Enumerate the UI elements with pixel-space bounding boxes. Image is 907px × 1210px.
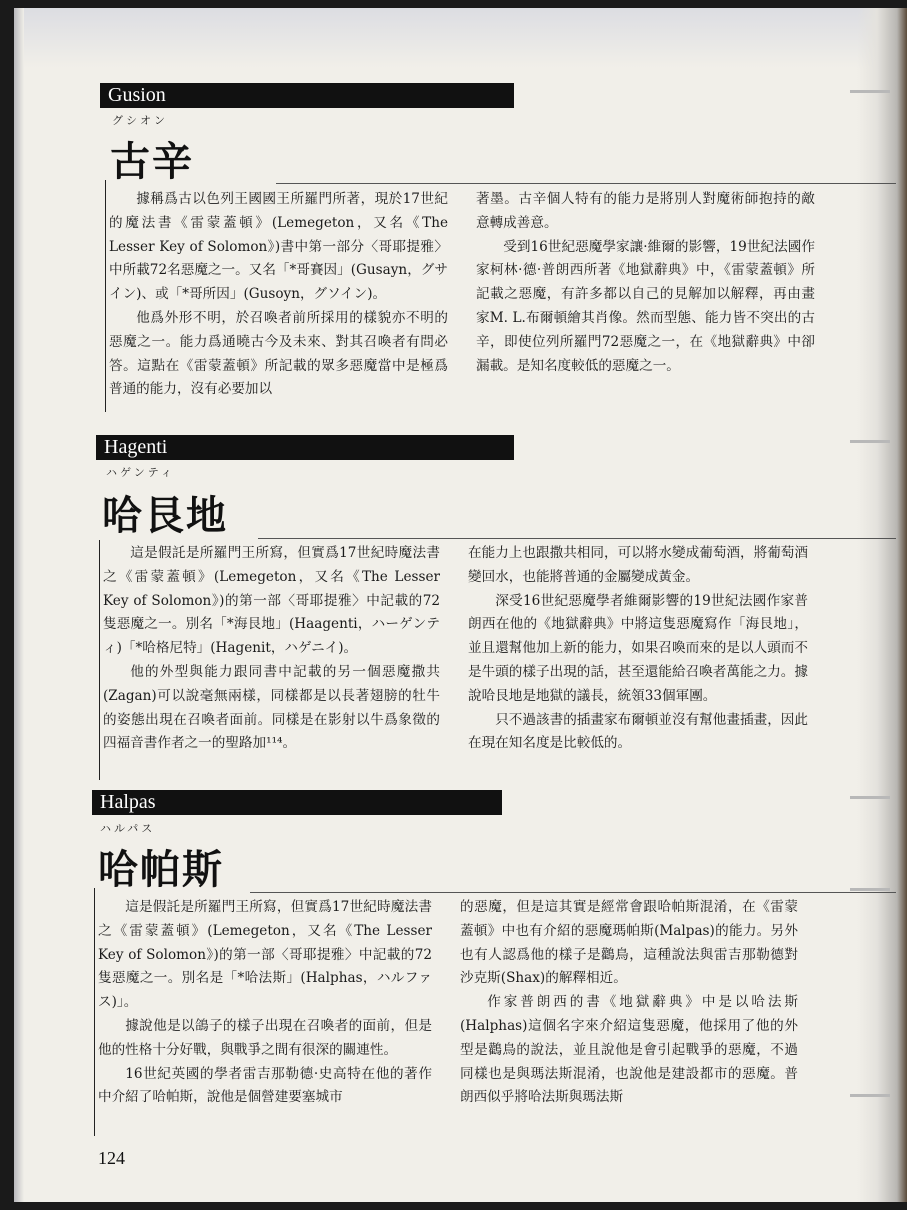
page-shadow-left: [14, 8, 24, 1202]
left-column: [109, 188, 448, 402]
column-border: [94, 888, 95, 1136]
entry-name-en: Hagenti: [96, 435, 514, 460]
paragraph: 他的外型與能力跟同書中記載的另一個惡魔撒共(Zagan)可以說毫無兩樣，同樣都是以長著翅膀的牡牛的姿態出現在召喚者面前。同樣是在影射以牛爲象徵的四福音書作者之一的聖路加¹¹⁴。: [103, 663, 440, 752]
bleed-through-mark: [850, 888, 890, 891]
page-shadow-top: [14, 8, 907, 68]
column-border: [99, 540, 100, 780]
right-column: [460, 896, 798, 1110]
bleed-through-mark: [850, 1094, 890, 1097]
paragraph: 這是假託是所羅門王所寫，但實爲17世紀時魔法書之《雷蒙蓋頓》(Lemegeton，又名《The Lesser Key of Solomon》)的第一部〈哥耶提雅〉中記載的72隻惡魔之一。別名「*海艮地」(Haagenti，ハーゲンティ)「*哈格尼特」(Hagenit，ハゲニイ)。: [103, 545, 440, 657]
paragraph: 這是假託是所羅門王所寫，但實爲17世紀時魔法書之《雷蒙蓋頓》(Lemegeton，又名《The Lesser Key of Solomon》)的第一部〈哥耶提雅〉中記載的72隻惡魔之一。別名是「*哈法斯」(Halphas，ハルファス)」。: [98, 899, 432, 1011]
bleed-through-mark: [850, 440, 890, 443]
right-column: [468, 542, 808, 756]
entry-rule: [250, 892, 896, 893]
paragraph: 只不過該書的插畫家布爾頓並沒有幫他畫插畫，因此在現在知名度是比較低的。: [468, 711, 808, 752]
paragraph: 著墨。古辛個人特有的能力是將別人對魔術師抱持的敵意轉成善意。: [476, 191, 815, 231]
paragraph: 深受16世紀惡魔學者維爾影響的19世紀法國作家普朗西在他的《地獄辭典》中將這隻惡魔寫作「海艮地」，並且還幫他加上新的能力，如果召喚而來的是以人頭而不是牛頭的樣子出現的話，甚至還能給召喚者萬能之力。據說哈艮地是地獄的議長，統領33個軍團。: [468, 592, 808, 704]
bleed-through-mark: [850, 796, 890, 799]
paragraph: 據稱爲古以色列王國國王所羅門所著，現於17世紀的魔法書《雷蒙蓋頓》(Lemegeton，又名《The Lesser Key of Solomon》)書中第一部分〈哥耶提雅〉中所載72名惡魔之一。又名「*哥賽因」(Gusayn，グサイン)、或「*哥所因」(Gusoyn，グソイン)。: [109, 191, 448, 303]
entry-name-en: Halpas: [92, 790, 502, 815]
right-column: [476, 188, 815, 378]
paragraph: 在能力上也跟撒共相同，可以將水變成葡萄酒，將葡萄酒變回水，也能將普通的金屬變成黃金。: [468, 545, 808, 585]
entry-name-zh: 古辛: [110, 139, 194, 185]
paragraph: 他爲外形不明，於召喚者前所採用的樣貌亦不明的惡魔之一。能力爲通曉古今及未來、對其召喚者有問必答。這點在《雷蒙蓋頓》所記載的眾多惡魔當中是極爲普通的能力，沒有必要加以: [109, 309, 448, 398]
paragraph: 作家普朗西的書《地獄辭典》中是以哈法斯(Halphas)這個名字來介紹這隻惡魔，他採用了他的外型是鸛鳥的說法，並且說他是會引起戰爭的惡魔，不過同樣也是與瑪法斯混淆，也說他是建設都市的惡魔。普朗西似乎將哈法斯與瑪法斯: [460, 994, 798, 1106]
left-column: [103, 542, 440, 756]
entry-name-kana: ハルパス: [100, 822, 156, 835]
page-number: 124: [98, 1148, 125, 1168]
book-page: [14, 8, 907, 1202]
entry-name-kana: ハゲンティ: [106, 466, 175, 479]
entry-rule: [276, 183, 896, 184]
bleed-through-mark: [850, 90, 890, 93]
paragraph: 據說他是以鴿子的樣子出現在召喚者的面前，但是他的性格十分好戰，與戰爭之間有很深的關連性。: [98, 1017, 432, 1058]
paragraph: 16世紀英國的學者雷吉那勒德·史高特在他的著作中介紹了哈帕斯，說他是個營建要塞城市: [98, 1065, 432, 1106]
entry-name-kana: グシオン: [112, 114, 168, 127]
column-border: [105, 180, 106, 412]
page-edge-right: [857, 8, 907, 1202]
entry-name-zh: 哈帕斯: [98, 847, 224, 893]
entry-name-zh: 哈艮地: [102, 493, 228, 539]
left-column: [98, 896, 432, 1110]
paragraph: 的惡魔，但是這其實是經常會跟哈帕斯混淆，在《雷蒙蓋頓》中也有介紹的惡魔瑪帕斯(Malpas)的能力。另外也有人認爲他的樣子是鸛鳥，這種說法與雷吉那勒德對沙克斯(Shax)的解釋相近。: [460, 899, 798, 987]
entry-name-en: Gusion: [100, 83, 514, 108]
paragraph: 受到16世紀惡魔學家讓·維爾的影響，19世紀法國作家柯林·德·普朗西所著《地獄辭典》中，《雷蒙蓋頓》所記載之惡魔，有許多都以自己的見解加以解釋，再由畫家M. L.布爾頓繪其肖像。然而型態、能力皆不突出的古辛，即使位列所羅門72惡魔之一，在《地獄辭典》中卻漏載。是知名度較低的惡魔之一。: [476, 238, 815, 374]
entry-rule: [258, 538, 896, 539]
